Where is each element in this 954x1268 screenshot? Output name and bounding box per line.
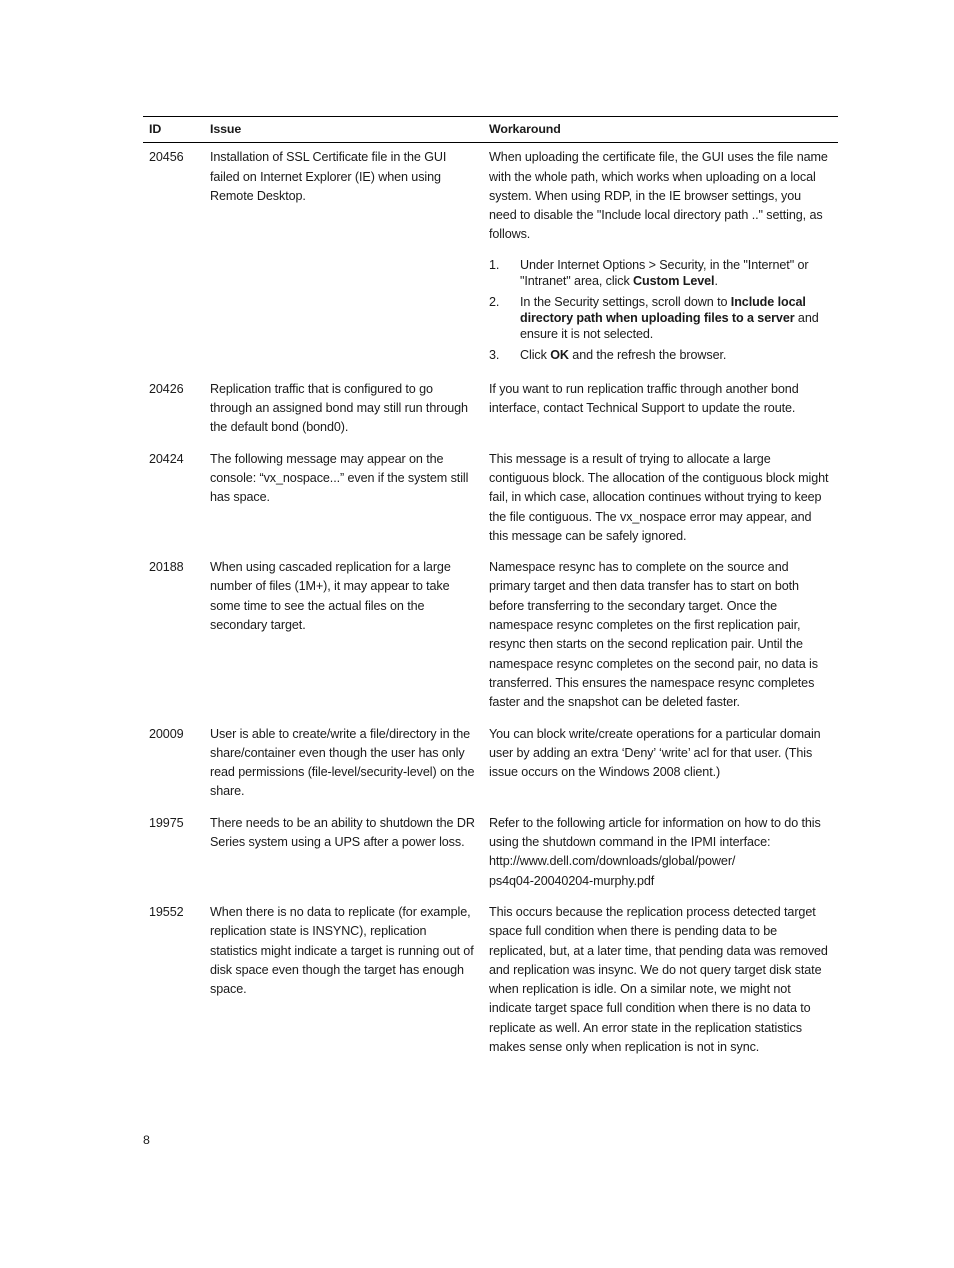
workaround-text: Refer to the following article for information on how to do this using the shutdown command in the IPMI interface: xyxy=(489,815,821,850)
issue-description: There needs to be an ability to shutdown the DR Series system using a UPS after a power loss. xyxy=(210,815,475,850)
issue-id: 20188 xyxy=(149,560,184,575)
issue-id: 19552 xyxy=(149,904,184,919)
step-item xyxy=(489,257,832,289)
header-id: ID xyxy=(143,117,204,143)
step-ui-term: Custom Level xyxy=(633,273,715,288)
step-text: In the Security settings, scroll down to xyxy=(520,294,731,309)
step-number: 3. xyxy=(489,347,500,362)
page-number: 8 xyxy=(143,1133,150,1147)
table-row xyxy=(143,377,838,447)
table-row xyxy=(143,447,838,555)
step-text-end: . xyxy=(714,273,718,288)
issue-description: Installation of SSL Certificate file in the GUI failed on Internet Explorer (IE) when using Remote Desktop. xyxy=(210,150,447,203)
issue-description: Replication traffic that is configured to go through an assigned bond may still run through the default bond (bond0). xyxy=(210,381,468,435)
table-header-row xyxy=(143,117,838,143)
step-ui-term: OK xyxy=(550,347,569,362)
table-row xyxy=(143,555,838,721)
issue-id: 20426 xyxy=(149,381,184,396)
article-url-line-2: ps4q04-20040204-murphy.pdf xyxy=(489,873,655,888)
step-text: Click xyxy=(520,347,551,362)
step-text-end: and the refresh the browser. xyxy=(568,347,727,362)
workaround-cell xyxy=(483,143,838,377)
workaround-text: When uploading the certificate file, the GUI uses the file name with the whole path, which works when uploading on a local system. When using RDP, in the IE browser settings, you need to disable the "Include local directory path .." setting, as follows. xyxy=(489,150,828,242)
step-item xyxy=(489,294,832,342)
known-issues-table xyxy=(143,116,838,1066)
workaround-text: You can block write/create operations for a particular domain user by adding an extra ‘Deny’ ‘write’ acl for that user. (This issue occurs on the Windows 2008 client.) xyxy=(489,726,821,780)
workaround-text: If you want to run replication traffic through another bond interface, contact Technical Support to update the route. xyxy=(489,381,799,416)
step-number: 1. xyxy=(489,257,500,272)
table-row xyxy=(143,900,838,1066)
table-row xyxy=(143,811,838,900)
issue-id: 20456 xyxy=(149,150,184,165)
issue-id: 20009 xyxy=(149,726,184,741)
workaround-text: This message is a result of trying to allocate a large contiguous block. The allocation of the contiguous block might fail, in which case, allocation continues without trying to keep the file contiguous. The vx_nospace error may appear, and this message can be safely ignored. xyxy=(489,451,829,543)
workaround-steps xyxy=(489,257,832,363)
issue-id: 20424 xyxy=(149,451,184,466)
step-number: 2. xyxy=(489,294,500,309)
issue-description: When using cascaded replication for a large number of files (1M+), it may appear to take some time to see the actual files on the secondary target. xyxy=(210,560,451,633)
workaround-text: Namespace resync has to complete on the source and primary target and then data transfer has to start on both before transferring to the secondary target. Once the namespace resync completes on the first replication pair, resync then starts on the second replication pair. Until the namespace resync completes on the second pair, no data is transferred. This ensures the namespace resync completes faster and the snapshot can be deleted faster. xyxy=(489,560,818,710)
table-row xyxy=(143,722,838,811)
step-text: Under Internet Options > Security, in the "Internet" or "Intranet" area, click xyxy=(520,257,809,288)
article-url-line-1: http://www.dell.com/downloads/global/power/ xyxy=(489,854,736,869)
issue-description: User is able to create/write a file/directory in the share/container even though the user has only read permissions (file-level/security-level) on the share. xyxy=(210,726,475,799)
header-issue: Issue xyxy=(204,117,483,143)
table-row xyxy=(143,143,838,377)
issue-description: When there is no data to replicate (for example, replication state is INSYNC), replication statistics might indicate a target is running out of disk space even though the target has enough space. xyxy=(210,904,474,997)
step-text-end: and ensure it is not selected. xyxy=(520,310,819,341)
issue-description: The following message may appear on the console: “vx_nospace...” even if the system still has space. xyxy=(210,451,469,505)
step-item xyxy=(489,347,832,363)
header-workaround: Workaround xyxy=(483,117,838,143)
issue-id: 19975 xyxy=(149,815,184,830)
step-ui-term: Include local directory path when uploading files to a server xyxy=(520,294,806,325)
workaround-text: This occurs because the replication process detected target space full condition when there is pending data to be replicated, but, at a later time, that pending data was removed and replication was insync. We do not query target disk state when replication is idle. On a similar note, we might not indicate target space full condition when there is no data to replicate as well. An error state in the replication statistics makes sense only when replication is not in sync. xyxy=(489,904,828,1054)
workaround-cell xyxy=(483,811,838,900)
